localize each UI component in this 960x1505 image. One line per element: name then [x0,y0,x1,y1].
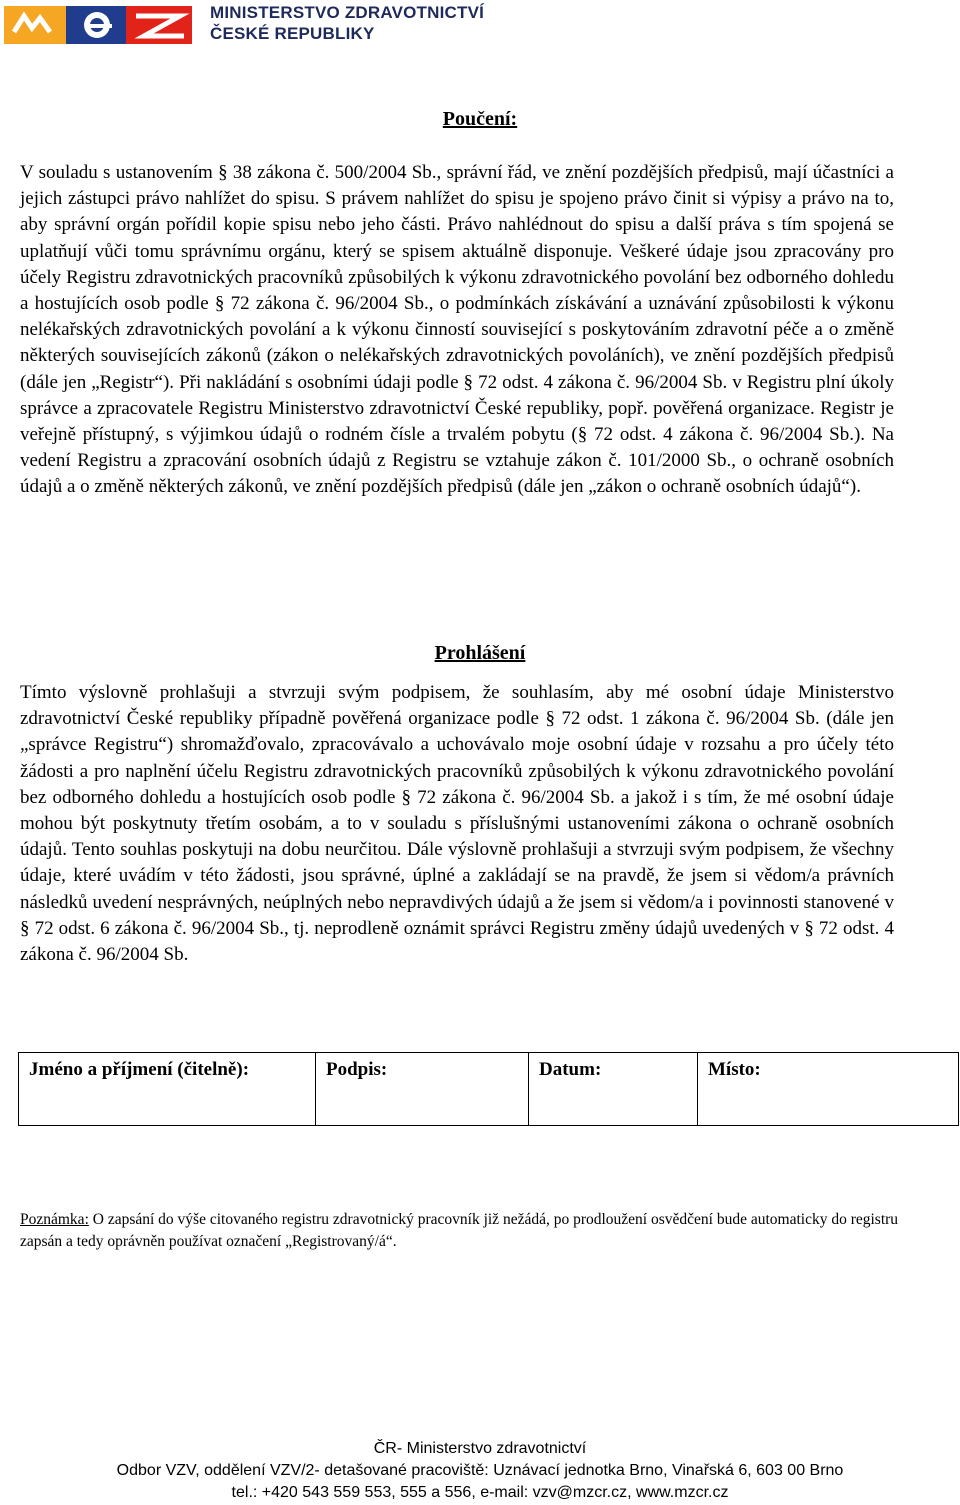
prohlaseni-text: Tímto výslovně prohlašuji a stvrzuji svým podpisem, že souhlasím, aby mé osobní údaje Ministerstvo zdravotnictví České republiky případně pověřená organizace podle § 72 odst. 1 zákona č. 96/2004 Sb. (dále jen „správce Registru“) shromažďovalo, zpracovávalo a uchovávalo moje osobní údaje v rozsahu a pro účely této žádosti a pro naplnění účelu Registru zdravotnických pracovníků způsobilých k výkonu zdravotnického povolání bez odborného dohledu a hostujících osob podle § 72 zákona č. 96/2004 Sb. a jakož i s tím, že mé osobní údaje mohou být poskytnuty třetím osobám, a to v souladu s příslušnými ustanoveními zákona o ochraně osobních údajů. Tento souhlas poskytuji na dobu neurčitou. Dále výslovně prohlašuji a stvrzuji svým podpisem, že všechny údaje, které uvádím v této žádosti, jsou správné, úplné a zakládají se na pravdě, že jsem si vědom/a právních následků uvedení nesprávných, neúplných nebo nepravdivých údajů a že jsem si vědom/a i povinnosti stanovené v § 72 odst. 6 zákona č. 96/2004 Sb., tj. neprodleně oznámit správci Registru změny údajů uvedených v § 72 odst. 4 zákona č. 96/2004 Sb. [20,682,894,966]
note-text: O zapsání do výše citovaného registru zdravotnický pracovník již nežádá, po prodloužení osvědčení bude automaticky do registru zapsán a tedy oprávněn používat označení „Registrovaný/á“. [20,1211,899,1250]
pouceni-heading: Poučení: [442,108,518,130]
ministry-name [210,2,484,44]
document-footer [0,1438,960,1504]
note [20,1209,900,1253]
ministry-name-line1: MINISTERSTVO ZDRAVOTNICTVÍ [210,3,485,22]
signature-label: Podpis: [326,1059,388,1080]
ministry-name-line2: ČESKÉ REPUBLIKY [210,24,375,43]
footer-line3: tel.: +420 543 559 553, 555 a 556, e-mail: vzv@mzcr.cz, www.mzcr.cz [231,1484,729,1501]
name-label: Jméno a příjmení (čitelně): [29,1059,250,1080]
date-field[interactable] [529,1053,698,1126]
date-label: Datum: [539,1059,602,1080]
note-label: Poznámka: [20,1211,89,1228]
footer-line1: ČR- Ministerstvo zdravotnictví [373,1440,587,1457]
document-header [0,0,960,50]
pouceni-text: V souladu s ustanovením § 38 zákona č. 500/2004 Sb., správní řád, ve znění pozdějších předpisů, mají účastníci a jejich zástupci právo nahlížet do spisu. S právem nahlížet do spisu je spojeno právo činit si výpisy a právo na to, aby správní orgán pořídil kopie spisu nebo jeho části. Právo nahlédnout do spisu a další práva s tím spojená se uplatňují vůči tomu správnímu orgánu, který se spisem aktuálně disponuje. Veškeré údaje jsou zpracovány pro účely Registru zdravotnických pracovníků způsobilých k výkonu zdravotnického povolání bez odborného dohledu a hostujících osob podle § 72 zákona č. 96/2004 Sb., o podmínkách získávání a uznávání způsobilosti k výkonu nelékařských zdravotnických povolání a k výkonu činností související s poskytováním zdravotní péče a o změně některých souvisejících zákonů (zákon o nelékařských zdravotnických povoláních), ve znění pozdějších předpisů (dále jen „Registr“). Při nakládání s osobními údaji podle § 72 odst. 4 zákona č. 96/2004 Sb. v Registru plní úkoly správce a zpracovatele Registru Ministerstvo zdravotnictví České republiky, popř. pověřená organizace. Registr je veřejně přístupný, s výjimkou údajů o rodném čísle a trvalém pobytu (§ 72 odst. 4 zákona č. 96/2004 Sb.). Na vedení Registru a zpracování osobních údajů z Registru se vztahuje zákon č. 101/2000 Sb., o ochraně osobních údajů a o změně některých zákonů, ve znění pozdějších předpisů (dále jen „zákon o ochraně osobních údajů“). [20,162,894,498]
ministry-logo-icon [4,2,194,46]
signature-field[interactable] [316,1053,529,1126]
footer-line2: Odbor VZV, oddělení VZV/2- detašované pracoviště: Uznávací jednotka Brno, Vinařská 6, 603 00 Brno [116,1462,844,1479]
place-field[interactable] [698,1053,959,1126]
name-field[interactable] [19,1053,316,1126]
signature-table [18,1052,959,1126]
place-label: Místo: [708,1059,761,1080]
prohlaseni-heading: Prohlášení [434,642,526,664]
